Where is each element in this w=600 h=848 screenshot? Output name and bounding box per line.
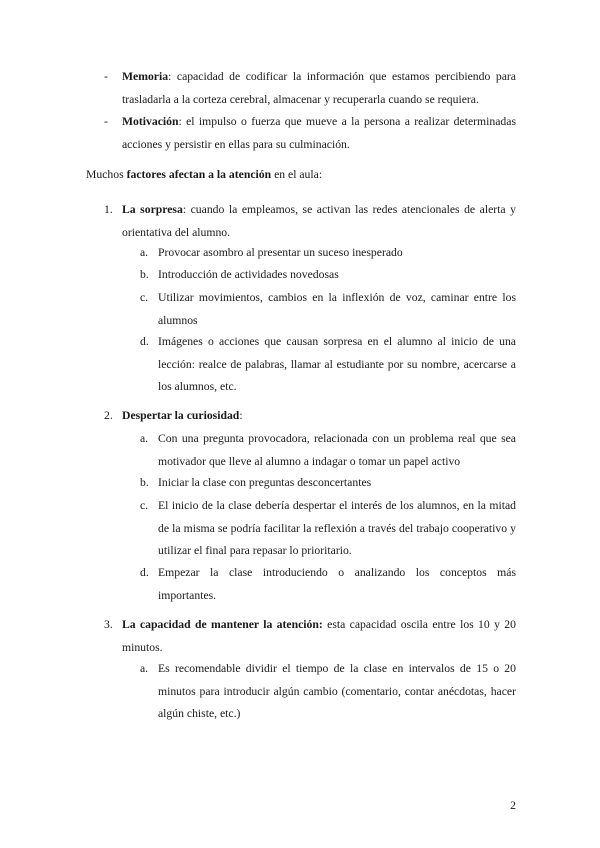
- subitem: b. Iniciar la clase con preguntas desconcertantes: [140, 476, 372, 489]
- bullet-term: Memoria: [122, 70, 169, 83]
- factor-title: La capacidad de mantener la atención:: [122, 618, 323, 631]
- factor-number: 3.: [104, 618, 113, 631]
- subitem: d. Imágenes o acciones que causan sorpresa en el alumno al inicio de una lección: realce de palabras, llamar al estudiante por su nombre, acercarse a los alumnos, etc.: [140, 335, 516, 393]
- bullet-term: Motivación: [122, 115, 179, 128]
- bullet-dash: -: [104, 70, 108, 83]
- subitem: a. Con una pregunta provocadora, relacionada con un problema real que sea motivador que lleve al alumno a indagar o tomar un papel activo: [140, 432, 516, 468]
- factor-item: 2. Despertar la curiosidad:: [104, 405, 516, 428]
- bullet-memoria: [104, 66, 516, 111]
- factor-number: 1.: [104, 203, 113, 216]
- bullet-dash: -: [104, 115, 108, 128]
- bullet-motivacion: [104, 111, 516, 156]
- intro-paragraph: Muchos factores afectan a la atención en el aula:: [86, 168, 323, 181]
- subitem: c. El inicio de la clase debería despertar el interés de los alumnos, en la mitad de la misma se podría facilitar la reflexión a través del trabajo cooperativo y utilizar el final para repasar lo prioritario.: [140, 499, 516, 557]
- page-number: 2: [510, 799, 516, 812]
- bullet-text: : capacidad de codificar la información que estamos percibiendo para trasladarla a la corteza cerebral, almacenar y recuperarla cuando se requiera.: [122, 70, 516, 106]
- factor-title: La sorpresa: [122, 203, 183, 216]
- factor-item: 1. La sorpresa: cuando la empleamos, se activan las redes atencionales de alerta y orientativa del alumno.: [104, 199, 516, 244]
- subitem: b. Introducción de actividades novedosas: [140, 268, 339, 281]
- subitem: a. Es recomendable dividir el tiempo de la clase en intervalos de 15 o 20 minutos para introducir algún cambio (comentario, contar anécdotas, hacer algún chiste, etc.): [140, 662, 516, 720]
- subitem: c. Utilizar movimientos, cambios en la inflexión de voz, caminar entre los alumnos: [140, 291, 516, 327]
- subitem: a. Provocar asombro al presentar un suceso inesperado: [140, 246, 403, 259]
- factor-item: 3. La capacidad de mantener la atención: esta capacidad oscila entre los 10 y 20 minutos.: [104, 614, 516, 659]
- subitem: d. Empezar la clase introduciendo o analizando los conceptos más importantes.: [140, 566, 516, 602]
- bullet-text: : el impulso o fuerza que mueve a la persona a realizar determinadas acciones y persistir en ellas para su culminación.: [122, 115, 516, 151]
- factor-number: 2.: [104, 409, 113, 422]
- factor-title: Despertar la curiosidad: [122, 409, 240, 422]
